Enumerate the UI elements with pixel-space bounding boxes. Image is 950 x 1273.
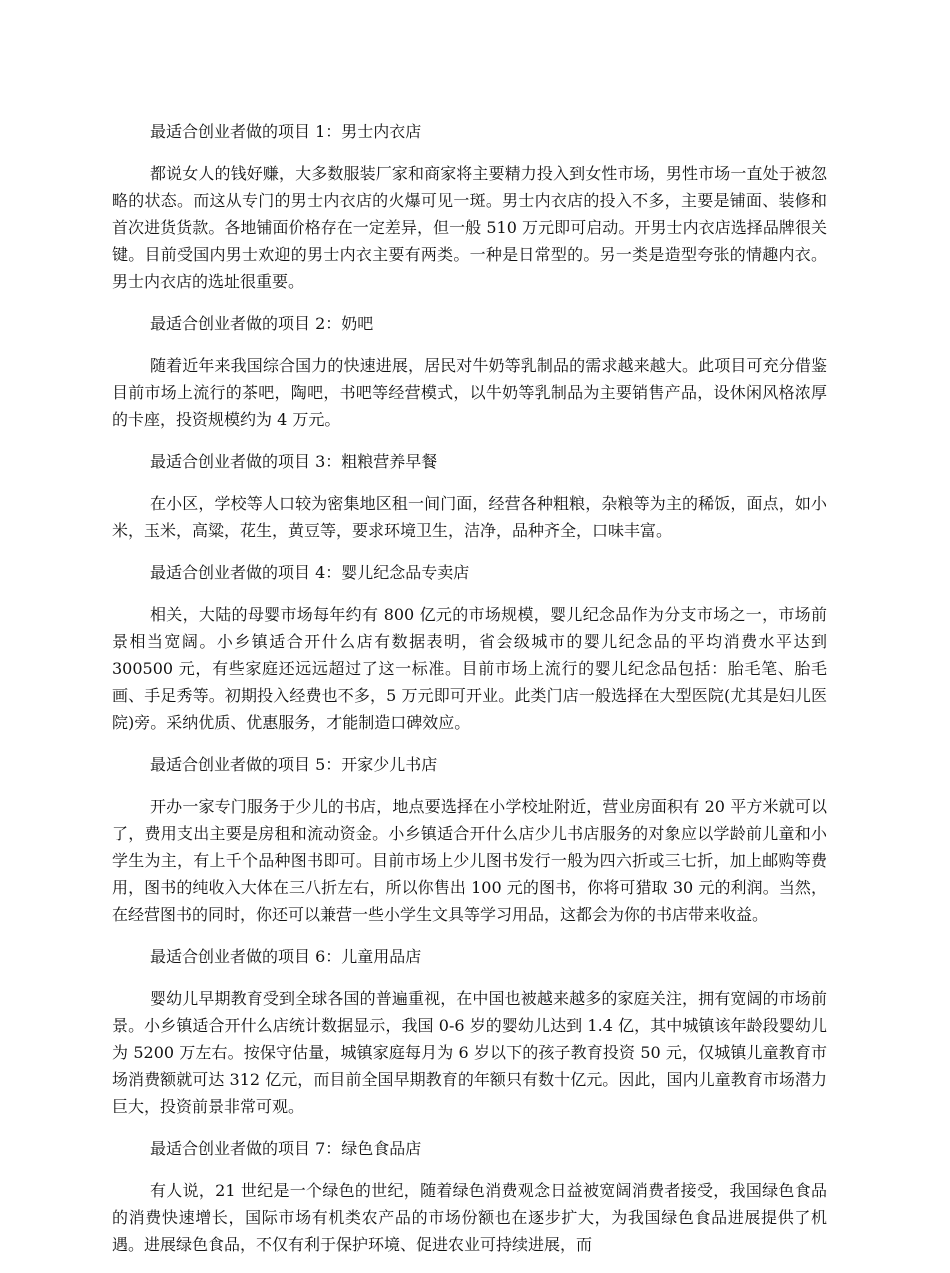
section-paragraph: 随着近年来我国综合国力的快速进展，居民对牛奶等乳制品的需求越来越大。此项目可充分借鉴目前市场上流行的茶吧，陶吧，书吧等经营模式，以牛奶等乳制品为主要销售产品，设休闲风格浓厚的卡座，投资规模约为 4 万元。 (112, 356, 827, 429)
section-2 (112, 310, 827, 433)
section-paragraph: 有人说，21 世纪是一个绿色的世纪，随着绿色消费观念日益被宽阔消费者接受，我国绿色食品的消费快速增长，国际市场有机类农产品的市场份额也在逐步扩大，为我国绿色食品进展提供了机遇。进展绿色食品，不仅有利于保护环境、促进农业可持续进展，而 (112, 1181, 827, 1254)
section-heading: 最适合创业者做的项目 6：儿童用品店 (150, 947, 422, 966)
section-6 (112, 943, 827, 1120)
section-paragraph: 相关，大陆的母婴市场每年约有 800 亿元的市场规模，婴儿纪念品作为分支市场之一，市场前景相当宽阔。小乡镇适合开什么店有数据表明，省会级城市的婴儿纪念品的平均消费水平达到 300500 元，有些家庭还远远超过了这一标准。目前市场上流行的婴儿纪念品包括：胎毛笔、胎毛画、手足秀等。初期投入经费也不多，5 万元即可开业。此类门店一般选择在大型医院(尤其是妇儿医院)旁。采纳优质、优惠服务，才能制造口碑效应。 (112, 605, 827, 732)
section-heading: 最适合创业者做的项目 1：男士内衣店 (150, 122, 422, 141)
section-paragraph: 婴幼儿早期教育受到全球各国的普遍重视，在中国也被越来越多的家庭关注，拥有宽阔的市场前景。小乡镇适合开什么店统计数据显示，我国 0-6 岁的婴幼儿达到 1.4 亿，其中城镇该年龄段婴幼儿为 5200 万左右。按保守估量，城镇家庭每月为 6 岁以下的孩子教育投资 50 元，仅城镇儿童教育市场消费额就可达 312 亿元，而目前全国早期教育的年额只有数十亿元。因此，国内儿童教育市场潜力巨大，投资前景非常可观。 (112, 989, 827, 1116)
section-7 (112, 1135, 827, 1258)
section-1 (112, 118, 827, 295)
section-heading: 最适合创业者做的项目 5：开家少儿书店 (150, 755, 438, 774)
section-3 (112, 448, 827, 544)
section-paragraph: 开办一家专门服务于少儿的书店，地点要选择在小学校址附近，营业房面积有 20 平方米就可以了，费用支出主要是房租和流动资金。小乡镇适合开什么店少儿书店服务的对象应以学龄前儿童和小学生为主，有上千个品种图书即可。目前市场上少儿图书发行一般为四六折或三七折，加上邮购等费用，图书的纯收入大体在三八折左右，所以你售出 100 元的图书，你将可猎取 30 元的利润。当然，在经营图书的同时，你还可以兼营一些小学生文具等学习用品，这都会为你的书店带来收益。 (112, 797, 827, 924)
section-heading: 最适合创业者做的项目 3：粗粮营养早餐 (150, 452, 438, 471)
document-page (112, 118, 827, 1273)
section-paragraph: 都说女人的钱好赚，大多数服装厂家和商家将主要精力投入到女性市场，男性市场一直处于被忽略的状态。而这从专门的男士内衣店的火爆可见一斑。男士内衣店的投入不多，主要是铺面、装修和首次进货货款。各地铺面价格存在一定差异，但一般 510 万元即可启动。开男士内衣店选择品牌很关键。目前受国内男士欢迎的男士内衣主要有两类。一种是日常型的。另一类是造型夸张的情趣内衣。男士内衣店的选址很重要。 (112, 164, 827, 291)
section-paragraph: 在小区，学校等人口较为密集地区租一间门面，经营各种粗粮，杂粮等为主的稀饭，面点，如小米，玉米，高粱，花生，黄豆等，要求环境卫生，洁净，品种齐全，口味丰富。 (112, 494, 827, 540)
section-heading: 最适合创业者做的项目 7：绿色食品店 (150, 1139, 422, 1158)
section-5 (112, 751, 827, 928)
section-heading: 最适合创业者做的项目 2：奶吧 (150, 314, 374, 333)
section-heading: 最适合创业者做的项目 4：婴儿纪念品专卖店 (150, 563, 470, 582)
section-4 (112, 559, 827, 736)
